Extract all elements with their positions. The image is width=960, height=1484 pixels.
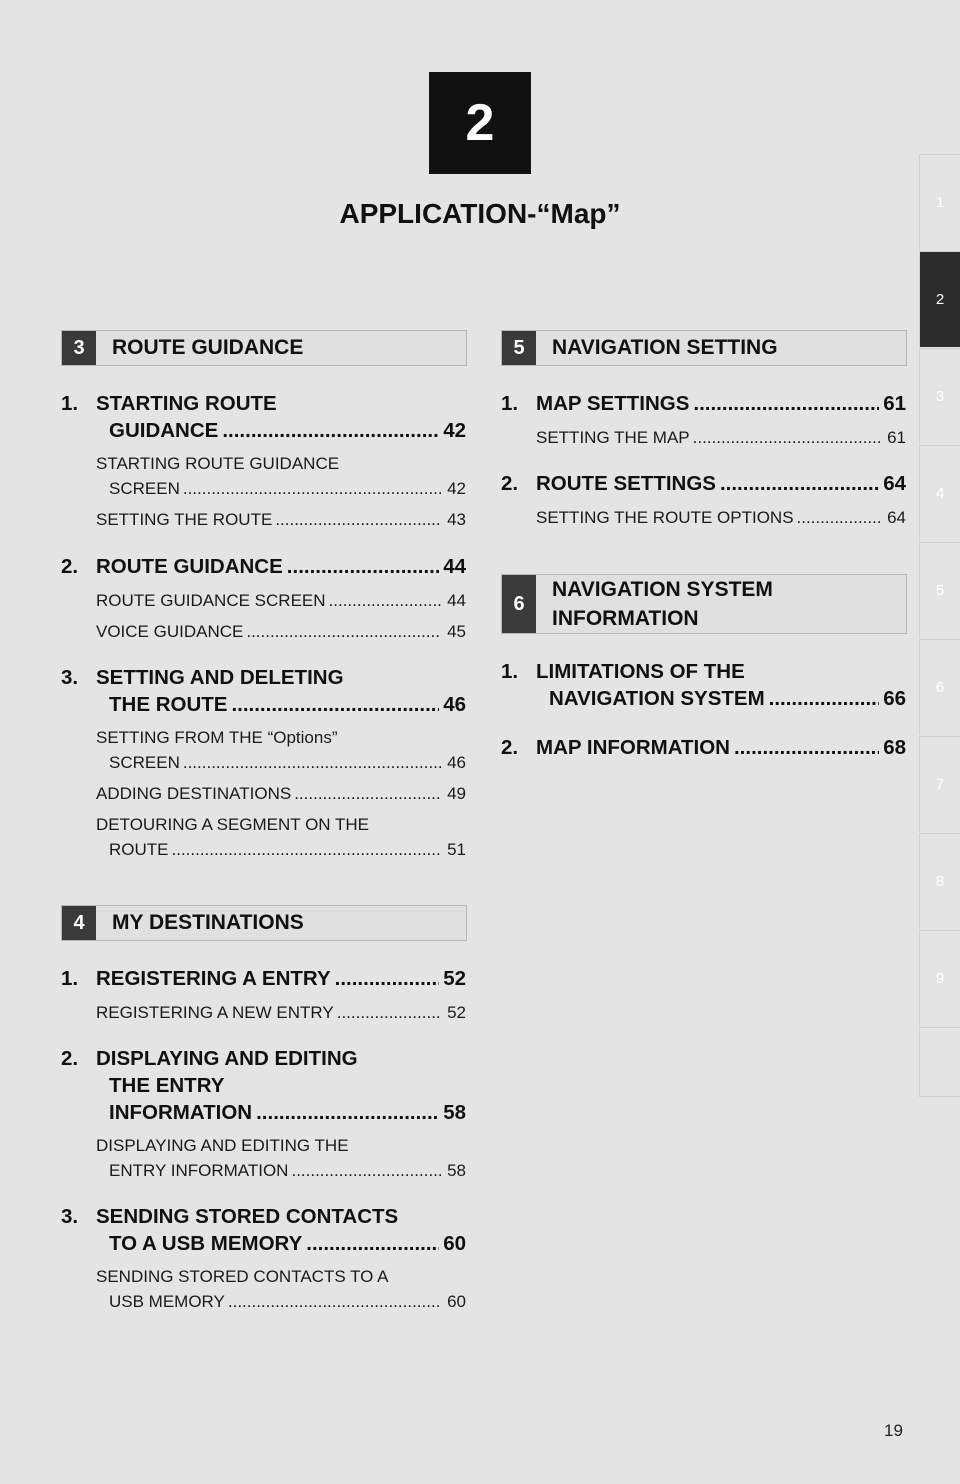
toc-entry[interactable] — [61, 553, 466, 580]
toc-entry[interactable] — [61, 965, 466, 992]
section-title: MY DESTINATIONS — [112, 911, 304, 934]
subentry-title-cont: SCREEN — [109, 479, 180, 498]
toc-subentry[interactable] — [96, 507, 466, 532]
subentry-title: SETTING THE ROUTE — [96, 510, 273, 529]
subentry-title-cont: ENTRY INFORMATION — [109, 1161, 289, 1180]
subentry-title: ROUTE GUIDANCE SCREEN — [96, 591, 326, 610]
toc-entry[interactable] — [61, 1045, 466, 1126]
entry-index: 2. — [501, 472, 519, 495]
page-ref: 46 — [447, 753, 466, 772]
leader-dots — [329, 588, 442, 613]
page-ref: 44 — [447, 591, 466, 610]
section-title: ROUTE GUIDANCE — [112, 336, 304, 359]
page-ref: 61 — [887, 428, 906, 447]
entry-index: 2. — [61, 555, 79, 578]
tab-7[interactable]: 7 — [919, 736, 960, 832]
subentry-title: REGISTERING A NEW ENTRY — [96, 1003, 334, 1022]
page-ref: 60 — [447, 1292, 466, 1311]
entry-title-cont: INFORMATION — [109, 1101, 253, 1124]
subentry-title-cont: USB MEMORY — [109, 1292, 225, 1311]
page-ref: 52 — [443, 967, 466, 990]
leader-dots — [335, 965, 440, 992]
page-ref: 66 — [883, 687, 906, 710]
toc-subentry[interactable] — [536, 425, 906, 450]
subentry-title: SETTING THE MAP — [536, 428, 690, 447]
toc-subentry[interactable] — [96, 725, 466, 775]
chapter-title: APPLICATION-“Map” — [339, 198, 621, 229]
page-ref: 49 — [447, 784, 466, 803]
leader-dots — [693, 390, 879, 417]
page-ref: 68 — [883, 736, 906, 759]
entry-title: SETTING AND DELETING — [96, 666, 344, 689]
page-ref: 58 — [443, 1101, 466, 1124]
toc-subentry[interactable] — [96, 1264, 466, 1314]
leader-dots — [172, 837, 442, 862]
toc-entry[interactable] — [61, 664, 466, 718]
leader-dots — [769, 685, 880, 712]
toc-subentry[interactable] — [536, 505, 906, 530]
subentry-title: STARTING ROUTE GUIDANCE — [96, 454, 340, 473]
subentry-title-cont: ROUTE — [109, 840, 169, 859]
section-number: 6 — [502, 575, 536, 633]
page-ref: 45 — [447, 622, 466, 641]
entry-index: 1. — [501, 392, 519, 415]
page-ref: 64 — [883, 472, 906, 495]
entry-index: 1. — [501, 660, 519, 683]
tab-4[interactable]: 4 — [919, 445, 960, 541]
section-title-line: INFORMATION — [552, 607, 699, 630]
section-number: 4 — [62, 906, 96, 940]
toc-subentry[interactable] — [96, 1000, 466, 1025]
tab-5[interactable]: 5 — [919, 542, 960, 638]
entry-title: REGISTERING A ENTRY — [96, 967, 331, 990]
leader-dots — [720, 470, 879, 497]
toc-entry[interactable] — [61, 390, 466, 444]
leader-dots — [734, 734, 879, 761]
page-number: 19 — [884, 1421, 903, 1440]
section-number: 3 — [62, 331, 96, 365]
entry-index: 1. — [61, 967, 79, 990]
entry-title: ROUTE SETTINGS — [536, 472, 716, 495]
leader-dots — [306, 1230, 439, 1257]
entry-title: MAP SETTINGS — [536, 392, 690, 415]
page-ref: 44 — [443, 555, 466, 578]
entry-index: 2. — [501, 736, 519, 759]
toc-subentry[interactable] — [96, 812, 466, 862]
toc-subentry[interactable] — [96, 451, 466, 501]
entry-title: STARTING ROUTE — [96, 392, 277, 415]
subentry-title: SETTING THE ROUTE OPTIONS — [536, 508, 794, 527]
leader-dots — [337, 1000, 441, 1025]
tab-end — [919, 1027, 960, 1097]
subentry-title: SETTING FROM THE “Options” — [96, 728, 338, 747]
subentry-title: VOICE GUIDANCE — [96, 622, 244, 641]
leader-dots — [228, 1289, 441, 1314]
tab-1[interactable]: 1 — [919, 154, 960, 250]
entry-title: ROUTE GUIDANCE — [96, 555, 283, 578]
section-header-my-destinations — [61, 905, 467, 941]
entry-title: MAP INFORMATION — [536, 736, 730, 759]
subentry-title: DETOURING A SEGMENT ON THE — [96, 815, 369, 834]
entry-title-cont: GUIDANCE — [109, 419, 219, 442]
section-title-line: NAVIGATION SYSTEM — [552, 578, 773, 601]
leader-dots — [693, 425, 881, 450]
tab-8[interactable]: 8 — [919, 833, 960, 929]
leader-dots — [256, 1099, 439, 1126]
toc-entry[interactable] — [501, 658, 906, 712]
section-header-navigation-setting — [501, 330, 907, 366]
page-ref: 42 — [443, 419, 466, 442]
leader-dots — [287, 553, 439, 580]
section-header-navigation-system-information — [501, 574, 907, 634]
page-ref: 46 — [443, 693, 466, 716]
subentry-title: ADDING DESTINATIONS — [96, 784, 292, 803]
entry-title-cont: THE ROUTE — [109, 693, 228, 716]
section-number: 5 — [502, 331, 536, 365]
section-header-route-guidance — [61, 330, 467, 366]
tab-2[interactable]: 2 — [919, 251, 960, 347]
chapter-number-box — [429, 72, 531, 174]
tab-3[interactable]: 3 — [919, 348, 960, 444]
leader-dots — [275, 507, 441, 532]
entry-index: 3. — [61, 1205, 79, 1228]
toc-entry[interactable] — [501, 390, 906, 417]
subentry-title: SENDING STORED CONTACTS TO A — [96, 1267, 389, 1286]
leader-dots — [183, 750, 441, 775]
toc-subentry[interactable] — [96, 1133, 466, 1183]
section-title: NAVIGATION SETTING — [552, 336, 778, 359]
page-ref: 64 — [887, 508, 906, 527]
toc-subentry[interactable] — [96, 588, 466, 613]
toc-subentry[interactable] — [96, 781, 466, 806]
entry-title-cont: THE ENTRY — [109, 1074, 225, 1097]
entry-title: LIMITATIONS OF THE — [536, 660, 745, 683]
chapter-number: 2 — [465, 94, 495, 152]
page-ref: 42 — [447, 479, 466, 498]
entry-title-cont: NAVIGATION SYSTEM — [549, 687, 765, 710]
subentry-title-cont: SCREEN — [109, 753, 180, 772]
subentry-title: DISPLAYING AND EDITING THE — [96, 1136, 349, 1155]
entry-index: 3. — [61, 666, 79, 689]
leader-dots — [294, 781, 441, 806]
entry-title: DISPLAYING AND EDITING — [96, 1047, 358, 1070]
entry-index: 2. — [61, 1047, 79, 1070]
page-ref: 52 — [447, 1003, 466, 1022]
page-ref: 61 — [883, 392, 906, 415]
page-ref: 60 — [443, 1232, 466, 1255]
toc-entry[interactable] — [61, 1203, 466, 1257]
entry-title-cont: TO A USB MEMORY — [109, 1232, 303, 1255]
page-ref: 58 — [447, 1161, 466, 1180]
page-ref: 51 — [447, 840, 466, 859]
leader-dots — [183, 476, 441, 501]
leader-dots — [797, 505, 882, 530]
toc-subentry[interactable] — [96, 619, 466, 644]
page-ref: 43 — [447, 510, 466, 529]
toc-entry[interactable] — [501, 734, 906, 761]
leader-dots — [231, 691, 439, 718]
leader-dots — [291, 1158, 441, 1183]
tab-9[interactable]: 9 — [919, 930, 960, 1026]
toc-entry[interactable] — [501, 470, 906, 497]
chapter-tabs — [919, 154, 960, 1097]
entry-title: SENDING STORED CONTACTS — [96, 1205, 399, 1228]
section-title — [552, 575, 773, 633]
leader-dots — [246, 619, 441, 644]
leader-dots — [222, 417, 439, 444]
entry-index: 1. — [61, 392, 79, 415]
tab-6[interactable]: 6 — [919, 639, 960, 735]
